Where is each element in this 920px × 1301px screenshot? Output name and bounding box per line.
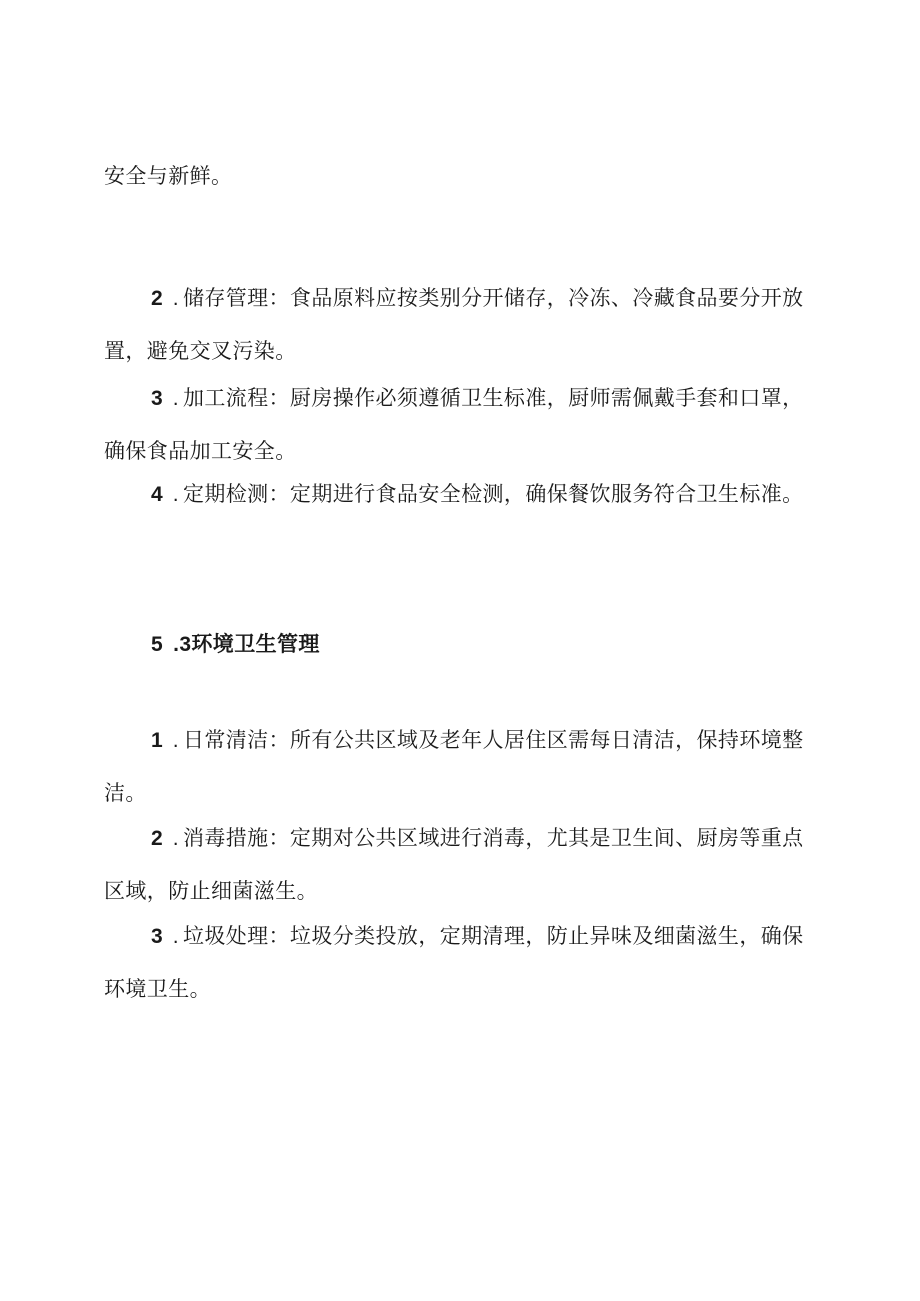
continuation-text: 安全与新鲜。: [104, 164, 233, 188]
item-text: 定期检测：定期进行食品安全检测，确保餐饮服务符合卫生标准。: [182, 482, 804, 506]
item-number: 3: [151, 925, 163, 948]
item-text: 加工流程：厨房操作必须遵循卫生标准，厨师需佩戴手套和口罩，确保食品加工安全。: [104, 386, 804, 463]
item-number: 1: [151, 729, 163, 752]
list-item: [104, 372, 816, 477]
item-separator: .: [172, 287, 179, 310]
section-heading: [151, 618, 320, 671]
item-text: 日常清洁：所有公共区域及老年人居住区需每日清洁，保持环境整洁。: [104, 728, 804, 805]
item-separator: .: [172, 483, 179, 506]
heading-title: .3环境卫生管理: [173, 633, 320, 656]
item-text: 消毒措施：定期对公共区域进行消毒，尤其是卫生间、厨房等重点区域，防止细菌滋生。: [104, 826, 804, 903]
item-separator: .: [172, 827, 179, 850]
item-number: 2: [151, 827, 163, 850]
list-item: [104, 714, 816, 819]
list-item: [104, 272, 816, 377]
item-text: 储存管理：食品原料应按类别分开储存，冷冻、冷藏食品要分开放置，避免交叉污染。: [104, 286, 804, 363]
item-text: 垃圾处理：垃圾分类投放，定期清理，防止异味及细菌滋生，确保环境卫生。: [104, 924, 804, 1001]
item-separator: .: [172, 387, 179, 410]
heading-number: 5: [151, 633, 164, 656]
continuation-paragraph: [104, 150, 816, 202]
item-number: 4: [151, 483, 163, 506]
item-number: 3: [151, 387, 163, 410]
list-item: [104, 910, 816, 1015]
list-item: [104, 812, 816, 917]
item-separator: .: [172, 729, 179, 752]
item-separator: .: [172, 925, 179, 948]
list-item: [104, 468, 816, 521]
item-number: 2: [151, 287, 163, 310]
